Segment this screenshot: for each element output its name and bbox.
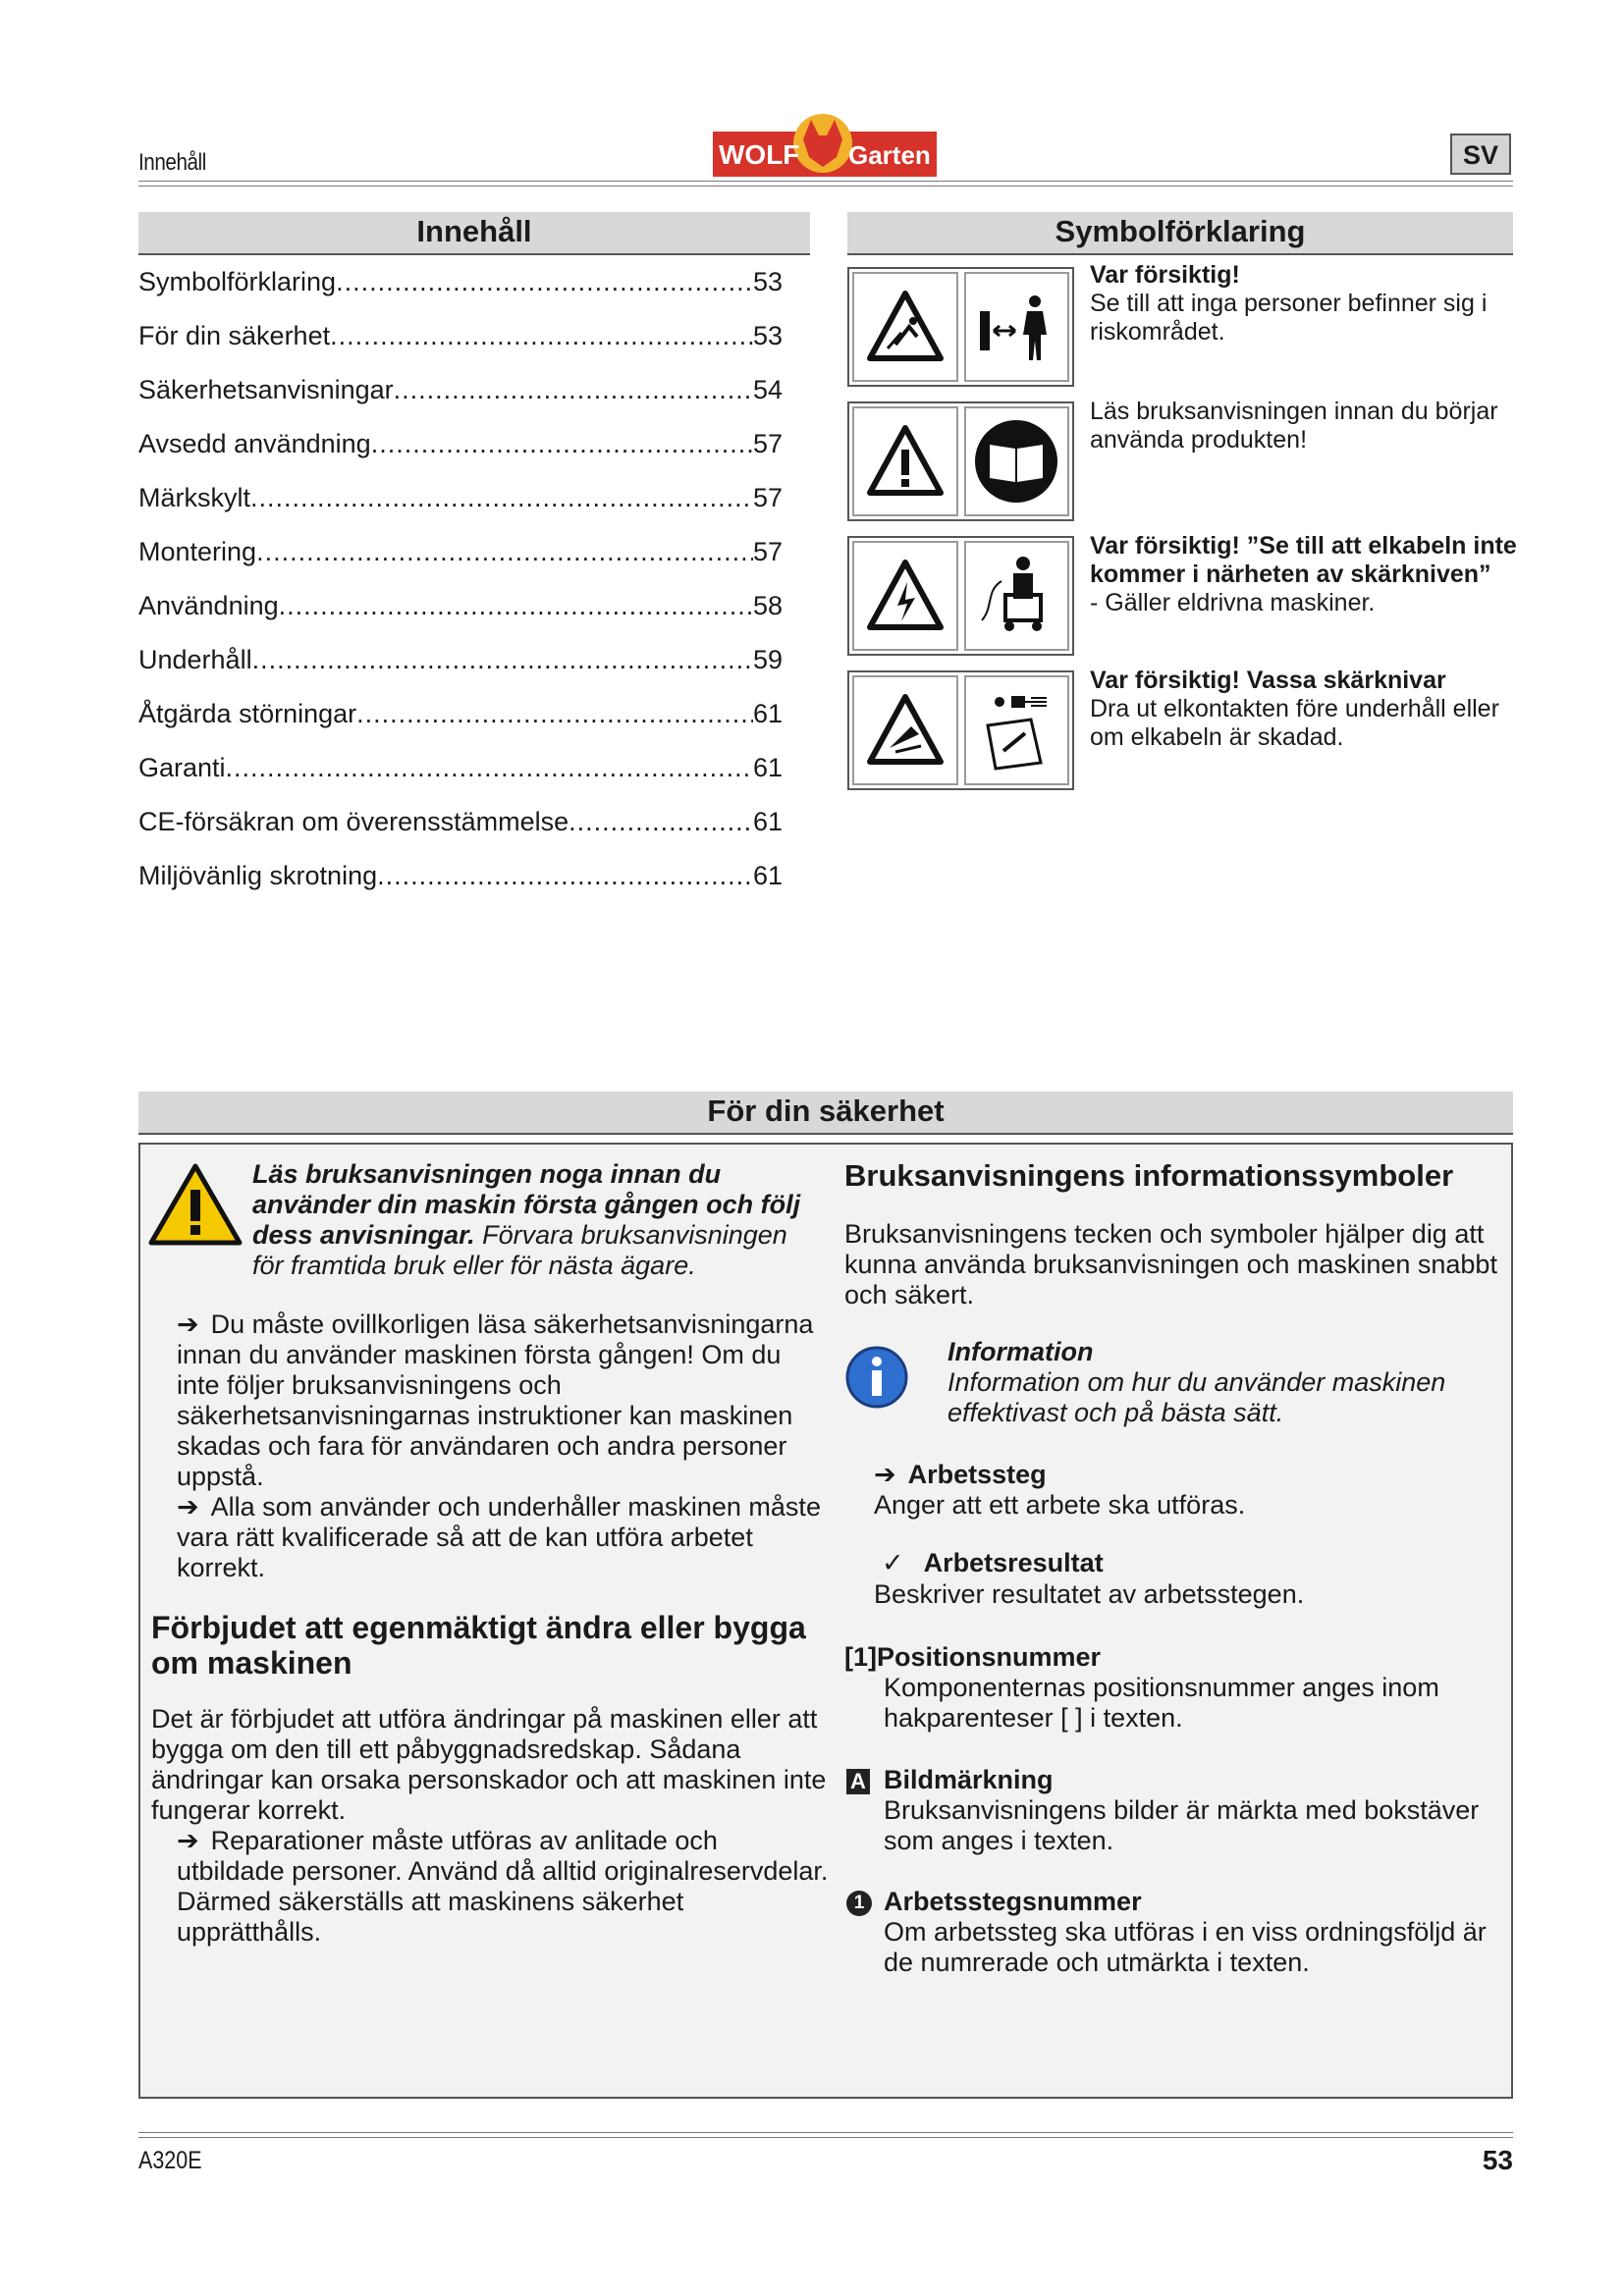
arrow-icon: ➔ (177, 1492, 199, 1522)
forbidden-heading: Förbjudet att egenmäktigt ändra eller bygga om maskinen (151, 1610, 806, 1681)
read-manual-icon (964, 406, 1070, 516)
warning-icon (852, 406, 958, 516)
brand-wolf-text: WOLF (719, 139, 800, 170)
safety-intro: Läs bruksanvisningen noga innan du använder din maskin första gången och följ dess anvisningar. Förvara bruksanvisningen för framtida bruk eller för nästa ägare. (252, 1159, 801, 1280)
arrow-icon: ➔ (177, 1309, 199, 1339)
table-of-contents (138, 267, 783, 915)
toc-item[interactable]: Montering ..... 57 (138, 537, 783, 591)
toc-item[interactable]: Avsedd användning ..... 57 (138, 429, 783, 483)
brand-garten-text: Garten (848, 140, 931, 170)
arrow-icon: ➔ (177, 1826, 199, 1855)
toc-item[interactable]: Märkskylt ..... 57 (138, 483, 783, 537)
step-number-icon: 1 (846, 1891, 872, 1916)
footer-rule-2 (138, 2137, 1513, 2138)
warning-thrown-object-icon (852, 272, 958, 382)
symbol-pair-4 (847, 670, 1074, 790)
model-label: A320E (138, 2147, 202, 2174)
arrow-icon: ➔ (874, 1460, 896, 1489)
safety-bullet-2: ➔ Alla som använder och underhåller maskinen måste vara rätt kvalificerade så att de kan utföra arbetet korrekt. (177, 1492, 821, 1582)
symbols-title: Symbolförklaring (847, 212, 1513, 255)
toc-item[interactable]: Åtgärda störningar ..... 61 (138, 699, 783, 753)
safety-bullet-3: ➔ Reparationer måste utföras av anlitade och utbildade personer. Använd då alltid originalreservdelar. Därmed säkerställs att maskinens säkerhet upprätthålls. (177, 1826, 829, 1947)
result-text: Beskriver resultatet av arbetsstegen. (874, 1579, 1305, 1609)
information-icon (844, 1345, 909, 1415)
cable-away-from-blade-icon (964, 541, 1070, 651)
sharp-blade-warning-icon (852, 675, 958, 785)
toc-item[interactable]: För din säkerhet ..... 53 (138, 321, 783, 375)
info-symbols-heading: Bruksanvisningens informationssymboler (844, 1158, 1454, 1193)
stepnum-text: Om arbetssteg ska utföras i en viss ordningsföljd är de numrerade och utmärkta i texten. (884, 1917, 1487, 1977)
toc-item[interactable]: Symbolförklaring ..... 53 (138, 267, 783, 321)
toc-item[interactable]: CE-försäkran om överensstämmelse ..... 61 (138, 807, 783, 861)
wolf-garten-logo (713, 110, 937, 179)
electric-warning-icon (852, 541, 958, 651)
symbol-2-text: Läs bruksanvisningen innan du börjar använda produkten! (1090, 398, 1498, 454)
safety-bullet-1: ➔ Du måste ovillkorligen läsa säkerhetsanvisningarna innan du använder maskinen första gången! Om du inte följer bruksanvisningens och säkerhetsanvisningarnas instruktioner kan maskinen skadas och fara för användaren och andra personer uppstå. (177, 1309, 814, 1491)
toc-item[interactable]: Garanti ..... 61 (138, 753, 783, 807)
info-symbols-intro: Bruksanvisningens tecken och symboler hjälper dig att kunna använda bruksanvisningen och maskinen snabbt och säkert. (844, 1219, 1497, 1309)
keep-distance-icon (964, 272, 1070, 382)
toc-title: Innehåll (138, 212, 810, 255)
information-title: Information (947, 1337, 1094, 1366)
position-marker: [1] (844, 1642, 877, 1672)
symbol-3-text: Var försiktig! ”Se till att elkabeln inte kommer i närheten av skärkniven” - Gäller eldrivna maskiner. (1090, 532, 1517, 616)
stepnum-title: Arbetsstegsnummer (884, 1887, 1142, 1916)
step-title: ➔ Arbetssteg (874, 1460, 1047, 1489)
safety-title: För din säkerhet (138, 1092, 1513, 1135)
symbol-1-text: Var försiktig! Se till att inga personer befinner sig i riskområdet. (1090, 261, 1488, 346)
language-badge: SV (1450, 133, 1511, 175)
information-text: Information om hur du använder maskinen effektivast och på bästa sätt. (947, 1367, 1446, 1427)
symbol-4-text: Var försiktig! Vassa skärknivar Dra ut elkontakten före underhåll eller om elkabeln är skadad. (1090, 667, 1499, 751)
checkmark-icon: ✓ (882, 1548, 904, 1577)
header-section-label: Innehåll (138, 149, 206, 176)
unplug-before-maintenance-icon (964, 675, 1070, 785)
footer-rule (138, 2132, 1513, 2133)
symbol-pair-1 (847, 267, 1074, 387)
header-rule (138, 181, 1513, 182)
position-title: [1]Positionsnummer (844, 1642, 1102, 1672)
symbol-pair-3 (847, 536, 1074, 656)
toc-item[interactable]: Användning ..... 58 (138, 591, 783, 645)
figure-marker-icon: A (846, 1769, 870, 1794)
symbol-pair-2 (847, 401, 1074, 521)
toc-item[interactable]: Miljövänlig skrotning ..... 61 (138, 861, 783, 915)
step-text: Anger att ett arbete ska utföras. (874, 1490, 1246, 1520)
result-title: ✓ Arbetsresultat (882, 1548, 1104, 1577)
figure-text: Bruksanvisningens bilder är märkta med bokstäver som anges i texten. (884, 1795, 1480, 1855)
safety-warning-icon (147, 1162, 244, 1252)
figure-title: Bildmärkning (884, 1765, 1054, 1794)
position-text: Komponenternas positionsnummer anges inom hakparenteser [ ] i texten. (884, 1673, 1439, 1733)
toc-item[interactable]: Underhåll ..... 59 (138, 645, 783, 699)
header-rule-2 (138, 186, 1513, 187)
toc-item[interactable]: Säkerhetsanvisningar ..... 54 (138, 375, 783, 429)
forbidden-text: Det är förbjudet att utföra ändringar på maskinen eller att bygga om den till ett påbyggnadsredskap. Sådana ändringar kan orsaka personskador och att maskinen inte fungerar korrekt. (151, 1704, 827, 1825)
page-number: 53 (1482, 2145, 1513, 2175)
